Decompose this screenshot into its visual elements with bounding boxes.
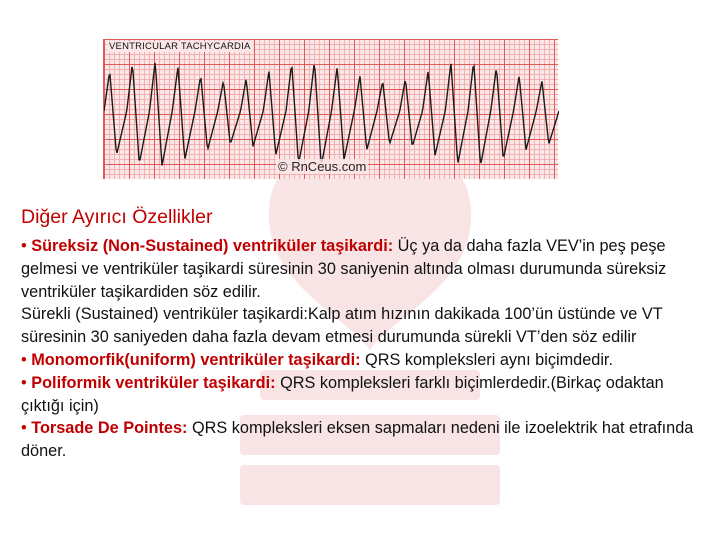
bullet-term: Monomorfik(uniform) ventriküler taşikardi: <box>31 350 361 369</box>
bullet-item-torsade <box>21 417 711 463</box>
ecg-strip <box>103 39 558 179</box>
bullet-term: Poliformik ventriküler taşikardi: <box>31 373 276 392</box>
bullet-item-non-sustained <box>21 235 711 303</box>
bullet-marker: • <box>21 350 27 369</box>
bullet-text: QRS kompleksleri aynı biçimdedir. <box>360 350 613 369</box>
bullet-term: Torsade De Pointes: <box>31 419 188 438</box>
ecg-copyright: © RnCeus.com <box>278 159 367 174</box>
bullet-extra-sustained: Sürekli (Sustained) ventriküler taşikardi:Kalp atım hızının dakikada 100’ün üstünde ve VT süresinin 30 saniyeden daha fazla devam etmesi durumunda sürekli VT’den söz edilir <box>21 305 663 347</box>
bullet-list <box>21 235 711 463</box>
ecg-title: VENTRICULAR TACHYCARDIA <box>109 41 251 52</box>
ecg-trace <box>104 39 559 179</box>
bullet-term: Süreksiz (Non-Sustained) ventriküler taşikardi: <box>31 237 394 255</box>
bullet-item-polymorphic <box>21 372 711 418</box>
bullet-item-monomorphic <box>21 349 711 372</box>
bullet-text: Üç ya da daha fazla VEV’in peş peşe gelmesi ve ventriküler taşikardi süresinin 30 saniyenin altında olması durumunda süreksiz ventriküler taşikardiden söz edilir. <box>21 237 667 301</box>
bullet-marker: • <box>21 419 27 438</box>
bullet-text: QRS kompleksleri farklı biçimlerdedir.(Birkaç odaktan çıktığı için) <box>21 373 664 415</box>
bullet-marker: • <box>21 237 27 255</box>
bullet-text: QRS kompleksleri eksen sapmaları nedeni ile izoelektrik hat etrafında döner. <box>21 419 694 461</box>
bullet-marker: • <box>21 373 27 392</box>
section-heading: Diğer Ayırıcı Özellikler <box>21 206 213 228</box>
